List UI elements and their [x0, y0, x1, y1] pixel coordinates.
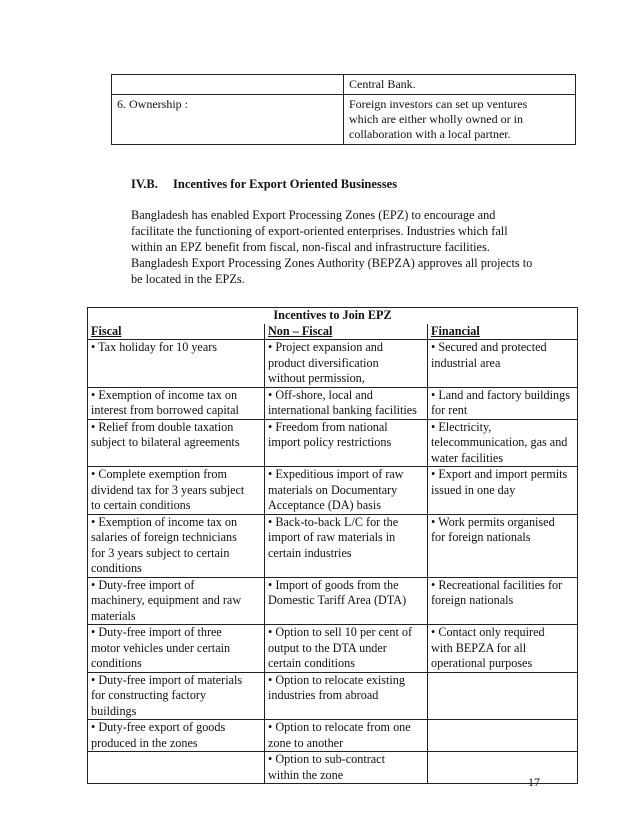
- fiscal-cell: [88, 467, 265, 515]
- cell-text-line: • Option to relocate from one: [268, 720, 411, 734]
- non-fiscal-cell: [265, 340, 428, 388]
- non-fiscal-cell: [265, 752, 428, 784]
- non-fiscal-cell: [265, 577, 428, 625]
- cell-text-line: output to the DTA under: [268, 640, 387, 655]
- cell-text-line: • Contact only required: [431, 625, 545, 639]
- non-fiscal-cell: [265, 672, 428, 720]
- financial-cell: [428, 514, 578, 577]
- table-row: [88, 340, 578, 388]
- cell-text-line: materials: [91, 608, 136, 623]
- intro-line: be located in the EPZs.: [131, 272, 245, 286]
- table-row: [88, 514, 578, 577]
- cell-text-line: • Project expansion and: [268, 340, 383, 354]
- table-row: [88, 467, 578, 515]
- fiscal-cell: [88, 514, 265, 577]
- non-fiscal-cell: [265, 419, 428, 467]
- table-title-row: [88, 308, 578, 324]
- cell-text-line: • Off-shore, local and: [268, 387, 373, 402]
- table-header-row: [88, 324, 578, 340]
- table-row: [88, 419, 578, 467]
- table-row: [88, 387, 578, 419]
- financial-cell: [428, 625, 578, 673]
- cell-text-line: • Duty-free import of three: [91, 625, 222, 639]
- non-fiscal-cell: [265, 387, 428, 419]
- table-row: [88, 625, 578, 673]
- cell-text-line: interest from borrowed capital: [91, 403, 239, 417]
- cell-text-line: • Back-to-back L/C for the: [268, 514, 399, 529]
- cell-text-line: produced in the zones: [91, 735, 198, 750]
- cell-text-line: • Duty-free import of materials: [91, 672, 243, 687]
- cell-text-line: • Duty-free export of goods: [91, 720, 226, 734]
- cell-text-line: • Secured and protected: [431, 340, 547, 354]
- non-fiscal-cell: [265, 514, 428, 577]
- cell-text-line: zone to another: [268, 735, 344, 750]
- intro-line: Bangladesh has enabled Export Processing Zones (EPZ) to encourage and: [131, 208, 496, 222]
- cell-text-line: buildings: [91, 703, 137, 718]
- row-value-line: Foreign investors can set up ventures: [349, 97, 528, 111]
- row-value-line: Central Bank.: [349, 77, 416, 91]
- cell-text-line: machinery, equipment and raw: [91, 593, 242, 607]
- cell-text-line: within the zone: [268, 767, 344, 782]
- cell-text-line: • Recreational facilities for: [431, 577, 563, 592]
- cell-text-line: Acceptance (DA) basis: [268, 498, 382, 512]
- fiscal-cell: [88, 625, 265, 673]
- cell-text-line: subject to bilateral agreements: [91, 435, 240, 449]
- cell-text-line: • Work permits organised: [431, 514, 555, 529]
- cell-text-line: issued in one day: [431, 482, 516, 497]
- cell-text-line: certain conditions: [268, 656, 355, 670]
- intro-line: within an EPZ benefit from fiscal, non-fiscal and infrastructure facilities.: [131, 240, 490, 254]
- financial-cell: [428, 419, 578, 467]
- fiscal-cell: [88, 752, 265, 784]
- cell-text-line: telecommunication, gas and: [431, 435, 568, 449]
- column-header-non-fiscal: Non – Fiscal: [265, 324, 428, 340]
- financial-cell: [428, 340, 578, 388]
- fiscal-cell: [88, 672, 265, 720]
- table-title: Incentives to Join EPZ: [88, 308, 578, 324]
- cell-text-line: • Duty-free import of: [91, 577, 195, 592]
- row-value-line: collaboration with a local partner.: [349, 127, 511, 141]
- section-heading: [131, 177, 397, 192]
- table-row: [88, 577, 578, 625]
- epz-incentives-table: [87, 307, 578, 784]
- non-fiscal-cell: [265, 625, 428, 673]
- cell-text-line: • Option to relocate existing: [268, 672, 405, 687]
- financial-cell: [428, 752, 578, 784]
- cell-text-line: foreign nationals: [431, 593, 514, 607]
- cell-text-line: with BEPZA for all: [431, 640, 527, 655]
- cell-text-line: industries from abroad: [268, 688, 379, 702]
- column-header-financial: Financial: [428, 324, 578, 340]
- cell-text-line: • Option to sub-contract: [268, 752, 385, 766]
- cell-text-line: • Land and factory buildings: [431, 387, 570, 402]
- cell-text-line: • Exemption of income tax on: [91, 387, 238, 402]
- cell-text-line: water facilities: [431, 450, 504, 465]
- cell-text-line: • Tax holiday for 10 years: [91, 340, 218, 354]
- table-row: [88, 752, 578, 784]
- row-value-line: which are either wholly owned or in: [349, 112, 523, 126]
- section-intro-paragraph: [131, 207, 531, 287]
- fiscal-cell: [88, 419, 265, 467]
- cell-text-line: • Option to sell 10 per cent of: [268, 625, 413, 639]
- cell-text-line: international banking facilities: [268, 403, 417, 417]
- financial-cell: [428, 387, 578, 419]
- column-header-fiscal: Fiscal: [88, 324, 265, 340]
- financial-cell: [428, 577, 578, 625]
- cell-text-line: • Relief from double taxation: [91, 419, 234, 434]
- cell-text-line: • Electricity,: [431, 419, 492, 434]
- cell-text-line: • Complete exemption from: [91, 467, 227, 481]
- cell-text-line: for foreign nationals: [431, 530, 531, 544]
- intro-line: Bangladesh Export Processing Zones Authority (BEPZA) approves all projects to: [131, 256, 533, 270]
- cell-text-line: for constructing factory: [91, 688, 207, 702]
- cell-text-line: materials on Documentary: [268, 482, 398, 497]
- cell-text-line: • Freedom from national: [268, 419, 388, 434]
- ownership-table-body: [112, 75, 576, 145]
- cell-text-line: import policy restrictions: [268, 435, 392, 449]
- cell-text-line: dividend tax for 3 years subject: [91, 482, 245, 497]
- cell-text-line: conditions: [91, 561, 142, 575]
- cell-text-line: without permission,: [268, 371, 365, 385]
- fiscal-cell: [88, 720, 265, 752]
- intro-line: facilitate the functioning of export-oriented enterprises. Industries which fall: [131, 224, 508, 238]
- cell-text-line: Domestic Tariff Area (DTA): [268, 593, 407, 607]
- financial-cell: [428, 720, 578, 752]
- cell-text-line: for rent: [431, 403, 468, 417]
- cell-text-line: industrial area: [431, 355, 501, 370]
- fiscal-cell: [88, 577, 265, 625]
- row-value: [344, 95, 576, 145]
- cell-text-line: to certain conditions: [91, 498, 191, 512]
- cell-text-line: operational purposes: [431, 656, 533, 670]
- cell-text-line: • Import of goods from the: [268, 577, 399, 592]
- table-row: [112, 95, 576, 145]
- non-fiscal-cell: [265, 720, 428, 752]
- cell-text-line: conditions: [91, 656, 142, 670]
- page-number: 17: [528, 775, 540, 789]
- table-row: [88, 720, 578, 752]
- cell-text-line: • Export and import permits: [431, 467, 568, 481]
- cell-text-line: import of raw materials in: [268, 530, 396, 544]
- cell-text-line: product diversification: [268, 355, 379, 370]
- section-number: IV.B.: [131, 177, 158, 191]
- cell-text-line: • Expeditious import of raw: [268, 467, 404, 481]
- financial-cell: [428, 672, 578, 720]
- non-fiscal-cell: [265, 467, 428, 515]
- table-row: [112, 75, 576, 95]
- row-label: 6. Ownership :: [112, 95, 344, 145]
- row-value: [344, 75, 576, 95]
- cell-text-line: • Exemption of income tax on: [91, 514, 238, 529]
- financial-cell: [428, 467, 578, 515]
- section-title: Incentives for Export Oriented Businesses: [173, 177, 398, 191]
- table-row: [88, 672, 578, 720]
- cell-text-line: for 3 years subject to certain: [91, 545, 230, 560]
- cell-text-line: salaries of foreign technicians: [91, 530, 237, 544]
- cell-text-line: certain industries: [268, 545, 352, 560]
- fiscal-cell: [88, 340, 265, 388]
- ownership-table: [111, 74, 576, 145]
- fiscal-cell: [88, 387, 265, 419]
- epz-table-body: [88, 308, 578, 784]
- cell-text-line: motor vehicles under certain: [91, 640, 231, 655]
- row-label: [112, 75, 344, 95]
